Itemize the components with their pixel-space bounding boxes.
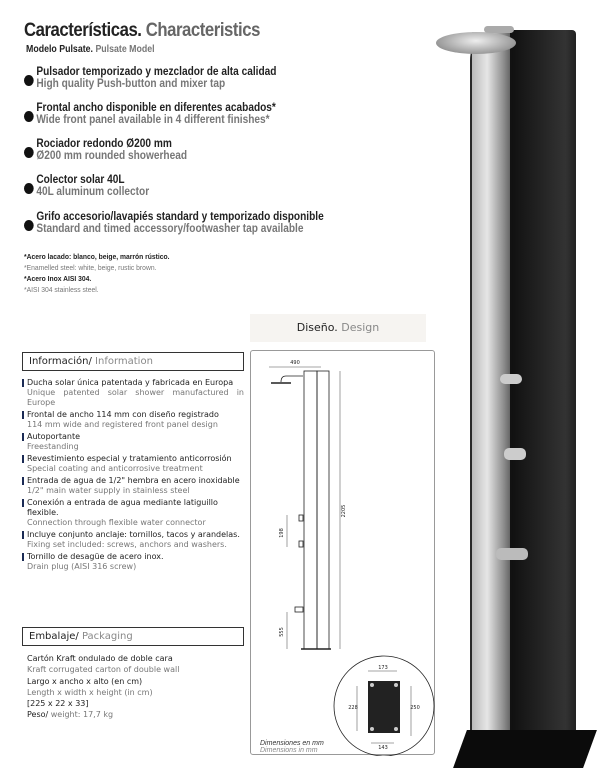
dim-base-left: 228 <box>348 705 358 711</box>
info-item <box>22 454 244 474</box>
design-title-en: Design <box>341 321 380 334</box>
information-title-es: Información/ <box>29 356 92 367</box>
info-item <box>22 552 244 572</box>
title-en: Characteristics <box>145 20 260 41</box>
info-en: Unique patented solar shower manufactured in Europe <box>27 388 244 407</box>
feature-en: Ø200 mm rounded showerhead <box>36 150 188 162</box>
model-en: Pulsate Model <box>95 44 155 55</box>
dim-width: 490 <box>290 360 300 366</box>
feature-en: Wide front panel available in 4 different finishes* <box>36 114 270 126</box>
dims-value: [225 x 22 x 33] <box>27 699 89 709</box>
weight-en: weight: 17,7 kg <box>50 710 114 720</box>
design-title-es: Diseño. <box>296 321 338 334</box>
dim-height: 2205 <box>341 504 347 518</box>
dim-lower: 555 <box>279 627 285 637</box>
drawing-svg <box>251 351 436 756</box>
info-es: Revestimiento especial y tratamiento anticorrosión <box>27 454 232 463</box>
bullet-icon <box>24 220 34 231</box>
feature-item <box>24 138 314 162</box>
info-es: Conexión a entrada de agua mediante latiguillo flexible. <box>27 498 218 517</box>
dims-en: Length x width x height (in cm) <box>27 687 153 697</box>
information-title-en: Information <box>95 356 153 367</box>
info-es: Incluye conjunto anclaje: tornillos, tacos y arandelas. <box>27 530 240 539</box>
info-item <box>22 498 244 528</box>
dim-base-top: 173 <box>378 665 388 671</box>
technical-drawing <box>250 350 435 755</box>
bullet-icon <box>24 147 34 158</box>
note-es: Dimensiones en mm <box>260 740 324 747</box>
info-es: Tornillo de desagüe de acero inox. <box>27 552 164 561</box>
shower-front-panel <box>472 32 510 757</box>
info-en: Fixing set included: screws, anchors and washers. <box>27 540 227 549</box>
weight-es: Peso/ <box>27 710 49 720</box>
dim-base-right: 250 <box>410 705 420 711</box>
note-en: *AISI 304 stainless steel. <box>24 285 99 294</box>
packaging-header <box>22 627 244 646</box>
info-es: Frontal de ancho 114 mm con diseño registrado <box>27 410 219 419</box>
feature-es: Rociador redondo Ø200 mm <box>36 138 172 150</box>
column-side <box>304 371 317 649</box>
info-item <box>22 410 244 430</box>
model-subtitle <box>26 44 155 55</box>
footwasher-tap <box>496 548 528 560</box>
base-plate <box>368 681 400 733</box>
packaging-title-es: Embalaje/ <box>29 631 79 642</box>
info-en: 1/2" main water supply in stainless steel <box>27 486 190 495</box>
info-en: Drain plug (AISI 316 screw) <box>27 562 137 571</box>
info-es: Entrada de agua de 1/2" hembra en acero inoxidable <box>27 476 240 485</box>
dim-base-bottom: 143 <box>378 745 388 751</box>
product-photo <box>430 18 590 778</box>
design-header <box>250 314 426 342</box>
info-en: Connection through flexible water connector <box>27 518 206 527</box>
note-en: Dimensions in mm <box>260 747 318 754</box>
dims-es: Largo x ancho x alto (en cm) <box>27 676 143 686</box>
feature-item <box>24 66 314 90</box>
feature-en: High quality Push-button and mixer tap <box>36 78 226 90</box>
info-item <box>22 476 244 496</box>
feature-item <box>24 211 358 235</box>
bullet-icon <box>24 75 34 86</box>
feature-es: Frontal ancho disponible en diferentes acabados* <box>36 102 276 114</box>
page-title <box>24 20 260 42</box>
feature-es: Grifo accesorio/lavapiés standard y temporizado disponible <box>36 211 324 223</box>
showerhead <box>436 32 516 54</box>
title-es: Características. <box>24 20 142 41</box>
info-item <box>22 530 244 550</box>
feature-en: Standard and timed accessory/footwasher tap available <box>36 223 304 235</box>
feature-item <box>24 102 314 126</box>
note-en: *Enamelled steel: white, beige, rustic brown. <box>24 263 157 272</box>
packaging-title-en: Packaging <box>81 631 133 642</box>
model-es: Modelo Pulsate. <box>26 44 93 55</box>
feature-es: Pulsador temporizado y mezclador de alta calidad <box>36 66 277 78</box>
info-item <box>22 378 244 408</box>
finish-notes <box>24 251 170 295</box>
info-en: Freestanding <box>27 442 79 451</box>
packaging-details <box>27 653 179 721</box>
mixer-tap <box>504 448 526 460</box>
feature-item <box>24 174 314 198</box>
feature-en: 40L aluminum collector <box>36 186 150 198</box>
note-es: *Acero lacado: blanco, beige, marrón rústico. <box>24 252 170 261</box>
base-plate-photo <box>453 730 597 768</box>
carton-es: Cartón Kraft ondulado de doble cara <box>27 654 173 663</box>
info-item <box>22 432 244 452</box>
info-en: Special coating and anticorrosive treatment <box>27 464 203 473</box>
dimensions-note <box>260 740 324 754</box>
info-es: Ducha solar única patentada y fabricada en Europa <box>27 378 234 387</box>
bullet-icon <box>24 111 34 122</box>
information-list <box>22 378 244 574</box>
info-en: 114 mm wide and registered front panel design <box>27 420 218 429</box>
information-header <box>22 352 244 371</box>
feature-es: Colector solar 40L <box>36 174 125 186</box>
dim-taps: 198 <box>279 528 285 538</box>
note-es: *Acero Inox AISI 304. <box>24 274 92 283</box>
bullet-icon <box>24 183 34 194</box>
info-es: Autoportante <box>27 432 81 441</box>
carton-en: Kraft corrugated carton of double wall <box>27 665 180 675</box>
push-button-tap <box>500 374 522 384</box>
